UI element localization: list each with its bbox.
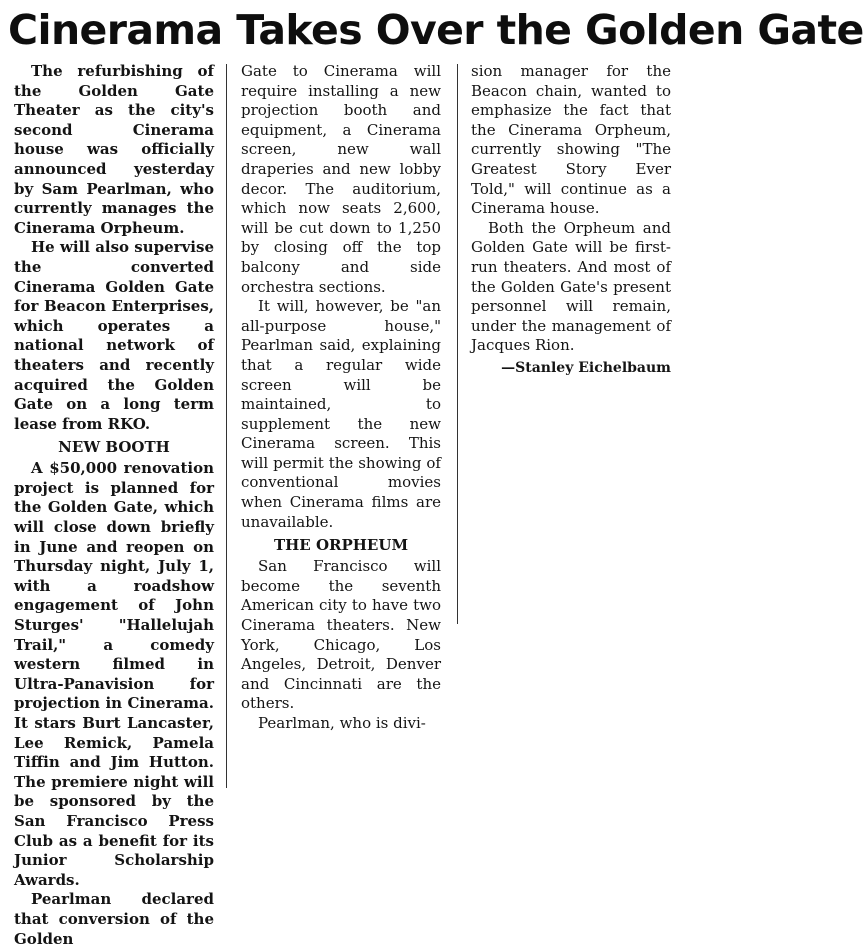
article-column-3 [471,62,671,788]
column-divider [457,64,458,624]
article-column-1 [14,62,214,948]
paragraph: He will also supervise the converted Cinerama Golden Gate for Beacon Enterprises, which operates a national network of theaters and recently acquired the Golden Gate on a long term lease from RKO. [14,238,214,433]
paragraph: The refurbishing of the Golden Gate Theater as the city's second Cinerama house was officially announced yesterday by Sam Pearlman, who currently manages the Cinerama Orpheum. [14,62,214,237]
subhead-new-booth: NEW BOOTH [58,438,170,457]
paragraph: Pearlman, who is divi- [258,714,426,732]
article-column-2 [241,62,441,788]
paragraph: sion manager for the Beacon chain, wanted to emphasize the fact that the Cinerama Orpheum, currently showing "The Greatest Story Ever Told," will continue as a Cinerama house. [471,62,671,218]
paragraph: San Francisco will become the seventh American city to have two Cinerama theaters. New York, Chicago, Los Angeles, Detroit, Denver and Cincinnati are the others. [241,557,441,713]
paragraph: Both the Orpheum and Golden Gate will be first-run theaters. And most of the Golden Gate's present personnel will remain, under the management of Jacques Rion. [471,218,671,355]
byline: —Stanley Eichelbaum [501,359,671,376]
paragraph: Gate to Cinerama will require installing a new projection booth and equipment, a Cinerama screen, new wall draperies and new lobby decor. The auditorium, which now seats 2,600, will be cut down to 1,250 by closing off the top balcony and side orchestra sections. [241,62,441,296]
headline: Cinerama Takes Over the Golden Gate [8,6,864,54]
subhead-the-orpheum: THE ORPHEUM [273,536,409,555]
column-divider [226,64,227,788]
paragraph: It will, however, be "an all-purpose house," Pearlman said, explaining that a regular wide screen will be maintained, to supplement the new Cinerama screen. This will permit the showing of conventional movies when Cinerama films are unavailable. [241,297,441,531]
paragraph: A $50,000 renovation project is planned for the Golden Gate, which will close down briefly in June and reopen on Thursday night, July 1, with a roadshow engagement of John Sturges' "Hallelujah Trail," a comedy western filmed in Ultra-Panavision for projection in Cinerama. It stars Burt Lancaster, Lee Remick, Pamela Tiffin and Jim Hutton. The premiere night will be sponsored by the San Francisco Press Club as a benefit for its Junior Scholarship Awards. [14,459,214,889]
paragraph: Pearlman declared that conversion of the Golden [14,890,214,948]
